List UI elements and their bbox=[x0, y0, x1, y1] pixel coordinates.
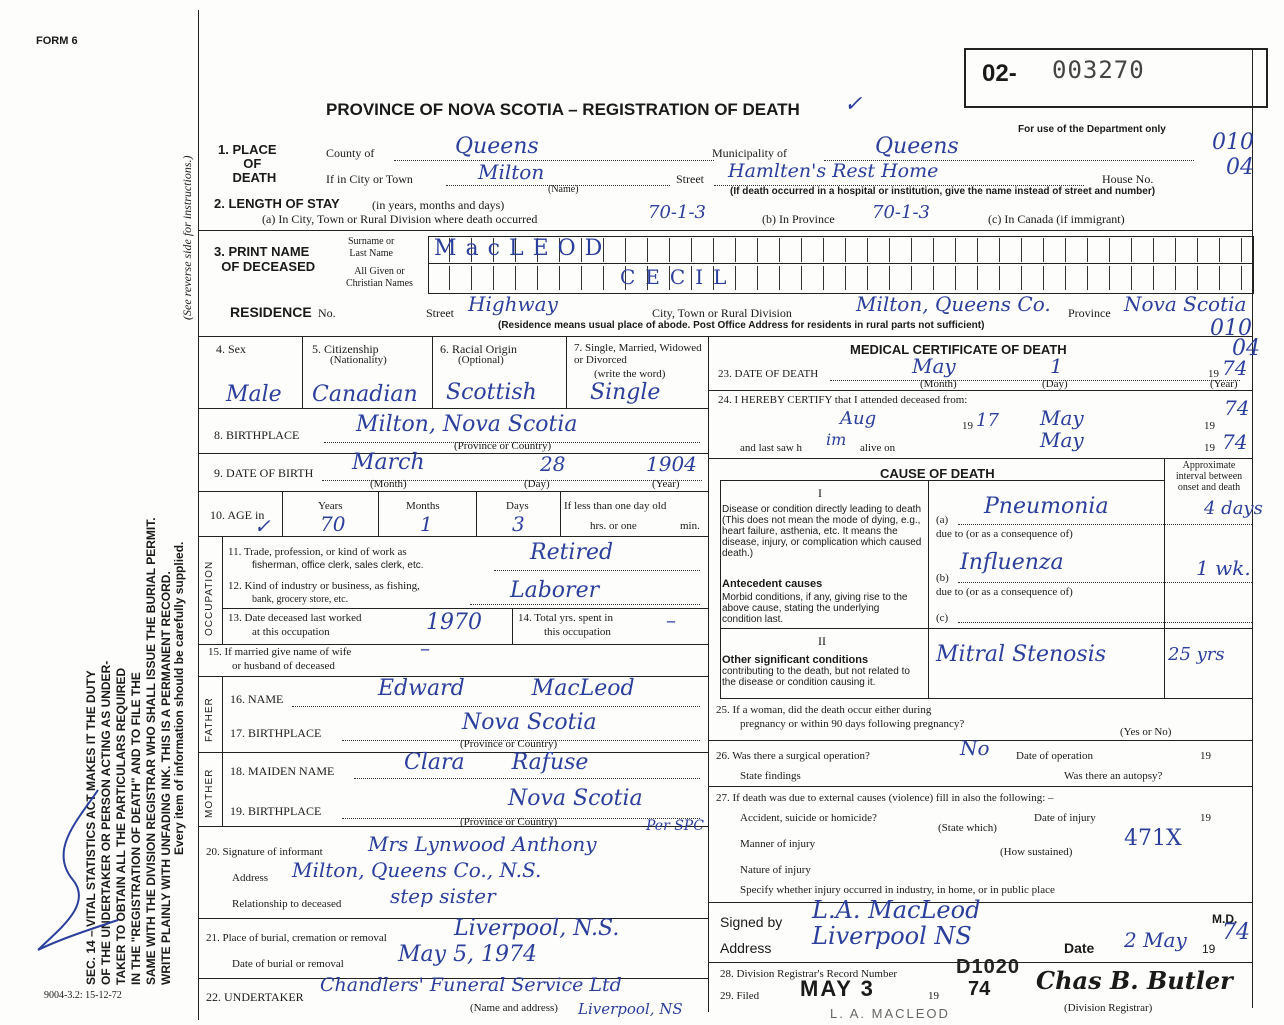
age-check: ✓ bbox=[254, 514, 271, 538]
residence-city-label: City, Town or Rural Division bbox=[652, 306, 792, 320]
occ-13-sub: at this occupation bbox=[252, 626, 330, 638]
marital-sub: (write the word) bbox=[594, 368, 666, 380]
stay-city-label: (a) In City, Town or Rural Division where death occurred bbox=[262, 212, 538, 226]
title-checkmark: ✓ bbox=[844, 92, 863, 117]
signed-by-value: L.A. MacLeod bbox=[812, 896, 981, 924]
less-than-day-label: If less than one day old bbox=[564, 500, 667, 512]
cause-a-value: Pneumonia bbox=[984, 494, 1109, 519]
q26-autopsy: Was there an autopsy? bbox=[1064, 770, 1163, 782]
last-19: 19 bbox=[1204, 442, 1215, 454]
other-conditions-interval: 25 yrs bbox=[1168, 644, 1225, 665]
code-1: 010 bbox=[1212, 130, 1254, 155]
due-to-2: due to (or as a consequence of) bbox=[936, 586, 1073, 598]
q27-specify: Specify whether injury occurred in industry, in home, or in public place bbox=[740, 884, 1055, 896]
informant-sig-label: 20. Signature of informant bbox=[206, 846, 323, 858]
municipality-label: Municipality of bbox=[712, 146, 787, 160]
undertaker-sub: (Name and address) bbox=[470, 1002, 558, 1014]
citizenship-sub: (Nationality) bbox=[330, 354, 387, 366]
signed-by-label: Signed by bbox=[720, 914, 783, 930]
q27-how: (How sustained) bbox=[1000, 846, 1073, 858]
certify-label: 24. I HEREBY CERTIFY that I attended deceased from: bbox=[718, 394, 968, 406]
last-saw-pronoun: im bbox=[826, 430, 847, 449]
handwritten-mark bbox=[18, 780, 138, 960]
residence-street-label: Street bbox=[426, 306, 454, 320]
attended-to-year: 74 bbox=[1224, 396, 1250, 420]
dob-day-caption: (Day) bbox=[524, 478, 550, 490]
occ-11-label: 11. Trade, profession, or kind of work as bbox=[228, 546, 407, 558]
right-border bbox=[1252, 48, 1253, 1008]
other-conditions-note: contributing to the death, but not related to the disease or condition causing it. bbox=[722, 666, 910, 688]
disease-note: Disease or condition directly leading to death (This does not mean the mode of dying, e.g., heart failure, asthenia, etc. It means the disease, injury, or complication which caused death.) bbox=[722, 504, 922, 559]
q27-nature: Nature of injury bbox=[740, 864, 811, 876]
informant-sig-value: Mrs Lynwood Anthony bbox=[368, 832, 597, 856]
cause-b-label: (b) bbox=[936, 572, 949, 584]
q27-state: (State which) bbox=[938, 822, 997, 834]
cause-a-interval: 4 days bbox=[1204, 498, 1263, 519]
q27-accident: Accident, suicide or homicide? bbox=[740, 812, 877, 824]
stay-province-label: (b) In Province bbox=[762, 212, 835, 226]
birthplace-value: Milton, Nova Scotia bbox=[356, 412, 578, 437]
dod-day: 1 bbox=[1050, 354, 1063, 378]
occ-12-sub: bank, grocery store, etc. bbox=[252, 594, 349, 605]
undertaker-value: Chandlers' Funeral Service Ltd bbox=[320, 974, 622, 996]
age-years-value: 70 bbox=[320, 512, 346, 536]
undertaker-addr: Liverpool, NS bbox=[578, 1000, 683, 1018]
father-bp-sub: (Province or Country) bbox=[460, 738, 558, 750]
cause-a-label: (a) bbox=[936, 514, 949, 526]
other-conditions-value: Mitral Stenosis bbox=[936, 642, 1107, 667]
dod-19: 19 bbox=[1208, 368, 1219, 380]
filed-date: MAY 3 bbox=[800, 976, 875, 1001]
signed-date-value: 2 May bbox=[1124, 928, 1187, 952]
surname-value: MacLEOD bbox=[434, 236, 612, 261]
mother-maiden-value: Clara Rafuse bbox=[404, 750, 589, 775]
stay-canada-label: (c) In Canada (if immigrant) bbox=[988, 212, 1125, 226]
given-names-value: CECIL bbox=[620, 265, 737, 289]
cause-title: CAUSE OF DEATH bbox=[880, 466, 995, 481]
form-code: 9004-3.2: 15-12-72 bbox=[44, 990, 122, 1001]
side-supply-note: Every item of information should be carefully supplied. bbox=[172, 541, 186, 855]
undertaker-label: 22. UNDERTAKER bbox=[206, 990, 304, 1004]
residence-province-label: Province bbox=[1068, 306, 1111, 320]
q26-findings: State findings bbox=[740, 770, 801, 782]
signed-address-value: Liverpool NS bbox=[812, 922, 972, 950]
dod-month-caption: (Month) bbox=[920, 378, 957, 390]
street-label: Street bbox=[676, 172, 704, 186]
burial-date-value: May 5, 1974 bbox=[398, 942, 538, 967]
age-label: 10. AGE in bbox=[210, 508, 265, 522]
attended-to-month: May bbox=[1040, 406, 1084, 430]
mother-bp-label: 19. BIRTHPLACE bbox=[230, 804, 322, 818]
informant-addr-value: Milton, Queens Co., N.S. bbox=[292, 858, 542, 882]
registrar-sub: (Division Registrar) bbox=[1064, 1002, 1153, 1014]
registrar-signature: Chas B. Butler bbox=[1036, 966, 1233, 995]
alive-on-label: alive on bbox=[860, 442, 896, 454]
burial-date-label: Date of burial or removal bbox=[232, 958, 344, 970]
age-days-label: Days bbox=[506, 500, 529, 512]
bottom-print: L. A. MACLEOD bbox=[830, 1006, 950, 1021]
antecedent-label: Antecedent causes bbox=[722, 578, 823, 590]
county-value: Queens bbox=[455, 134, 539, 159]
age-years-label: Years bbox=[318, 500, 343, 512]
min-label: min. bbox=[680, 520, 700, 532]
dob-label: 9. DATE OF BIRTH bbox=[214, 466, 314, 480]
informant-sig-extra: Per SPC bbox=[646, 818, 704, 834]
q26-value: No bbox=[960, 736, 990, 760]
dob-month: March bbox=[352, 450, 425, 475]
mother-bp-value: Nova Scotia bbox=[508, 786, 643, 811]
signed-date-label: Date bbox=[1064, 940, 1095, 956]
occ-14-sub: this occupation bbox=[544, 626, 611, 638]
side-instructions: SEC. 14 – VITAL STATISTICS ACT MAKES IT THE DUTY OF THE UNDERTAKER OR PERSON ACTING AS UNDER- TAKER TO OBTAIN ALL THE PARTICULARS REQUIRED IN THE "REGISTRATION OF DEATH" AND TO FILE THE SAME WITH THE DIVISION REGISTRAR WHO SHALL ISSUE THE BURIAL PERMIT. WRITE PLAINLY WITH UNFADING INK. THIS IS A PERMANENT RECORD. bbox=[84, 517, 173, 985]
occupation-side-label: OCCUPATION bbox=[204, 560, 215, 636]
side-reverse-note: (See reverse side for instructions.) bbox=[180, 155, 194, 320]
last-saw-month: May bbox=[1040, 428, 1084, 452]
occ-12-value: Laborer bbox=[510, 578, 600, 603]
form-label: FORM 6 bbox=[36, 35, 78, 47]
father-name-value: Edward MacLeod bbox=[378, 676, 635, 701]
registrar-record-number: D1020 bbox=[956, 956, 1020, 978]
last-saw-label: and last saw h bbox=[740, 442, 803, 454]
due-to-1: due to (or as a consequence of) bbox=[936, 528, 1073, 540]
residence-city-value: Milton, Queens Co. bbox=[856, 292, 1051, 316]
burial-place-value: Liverpool, N.S. bbox=[454, 916, 620, 941]
residence-note: (Residence means usual place of abode. Post Office Address for residents in rural parts not sufficient) bbox=[498, 320, 985, 331]
county-label: County of bbox=[326, 146, 375, 160]
age-days-value: 3 bbox=[512, 512, 525, 536]
cause-II: II bbox=[818, 634, 826, 648]
father-side-label: FATHER bbox=[204, 697, 215, 742]
racial-origin-label: 6. Racial Origin bbox=[440, 342, 517, 356]
stay-province-value: 70-1-3 bbox=[872, 202, 930, 223]
dod-year: 74 bbox=[1222, 356, 1248, 380]
attended-from-month: Aug bbox=[840, 408, 877, 429]
cause-b-interval: 1 wk. bbox=[1196, 556, 1251, 580]
q26-label: 26. Was there a surgical operation? bbox=[716, 750, 870, 762]
dob-month-caption: (Month) bbox=[370, 478, 407, 490]
occ-14-value: – bbox=[666, 608, 676, 632]
cause-b-value: Influenza bbox=[960, 550, 1064, 575]
age-months-value: 1 bbox=[420, 512, 433, 536]
racial-origin-value: Scottish bbox=[446, 380, 537, 405]
city-label: If in City or Town bbox=[326, 172, 413, 186]
print-name-label: 3. PRINT NAME OF DECEASED bbox=[214, 244, 316, 274]
age-months-label: Months bbox=[406, 500, 440, 512]
q26-19: 19 bbox=[1200, 750, 1211, 762]
dod-year-caption: (Year) bbox=[1210, 378, 1238, 390]
citizenship-label: 5. Citizenship bbox=[312, 342, 379, 356]
marital-label: 7. Single, Married, Widowed or Divorced bbox=[574, 342, 702, 366]
q25-label-2: pregnancy or within 90 days following pregnancy? bbox=[740, 718, 965, 730]
stay-sub: (in years, months and days) bbox=[372, 198, 505, 212]
occ-11-value: Retired bbox=[530, 540, 614, 565]
attended-from-year: 17 bbox=[976, 410, 999, 431]
column-divider bbox=[708, 336, 709, 1012]
birthplace-label: 8. BIRTHPLACE bbox=[214, 428, 300, 442]
from-19: 19 bbox=[962, 420, 973, 432]
dob-day: 28 bbox=[540, 452, 566, 476]
q26-date-label: Date of operation bbox=[1016, 750, 1093, 762]
place-of-death-label: 1. PLACE OF DEATH bbox=[218, 142, 277, 185]
house-no-label: House No. bbox=[1102, 172, 1154, 186]
q27-code: 471X bbox=[1124, 826, 1182, 851]
dob-year: 1904 bbox=[646, 452, 697, 476]
given-cells bbox=[428, 266, 1252, 290]
sex-label: 4. Sex bbox=[216, 342, 246, 356]
birthplace-sub: (Province or Country) bbox=[454, 440, 552, 452]
place-note: (If death occurred in a hospital or institution, give the name instead of street and number) bbox=[730, 186, 1156, 197]
dod-day-caption: (Day) bbox=[1042, 378, 1068, 390]
wife-label: 15. If married give name of wife bbox=[208, 646, 352, 658]
residence-no-label: No. bbox=[318, 306, 336, 320]
filed-year: 74 bbox=[968, 978, 991, 1000]
stay-city-value: 70-1-3 bbox=[648, 202, 706, 223]
informant-rel-value: step sister bbox=[390, 884, 496, 908]
cause-c-label: (c) bbox=[936, 612, 949, 624]
reg-prefix: 02- bbox=[982, 60, 1017, 87]
signed-address-label: Address bbox=[720, 940, 772, 956]
dob-year-caption: (Year) bbox=[652, 478, 680, 490]
residence-province-value: Nova Scotia bbox=[1124, 292, 1247, 316]
residence-street-value: Highway bbox=[468, 292, 558, 316]
registrar-record-label: 28. Division Registrar's Record Number bbox=[720, 968, 898, 980]
dod-label: 23. DATE OF DEATH bbox=[718, 368, 819, 380]
city-value: Milton bbox=[478, 160, 545, 184]
mother-side-label: MOTHER bbox=[204, 768, 215, 818]
dod-month: May bbox=[912, 354, 956, 378]
occ-13-label: 13. Date deceased last worked bbox=[228, 612, 362, 624]
occ-14-label: 14. Total yrs. spent in bbox=[518, 612, 613, 624]
q27-19: 19 bbox=[1200, 812, 1211, 824]
department-use-note: For use of the Department only bbox=[1018, 124, 1166, 135]
given-names-label: All Given or Christian Names bbox=[346, 266, 413, 289]
sex-value: Male bbox=[226, 382, 282, 407]
cause-I: I bbox=[818, 486, 822, 500]
antecedent-note: Morbid conditions, if any, giving rise to the above cause, stating the underlying condition last. bbox=[722, 592, 908, 625]
left-margin-line bbox=[198, 10, 199, 1020]
code-4: 04 bbox=[1232, 336, 1260, 361]
to-19: 19 bbox=[1204, 420, 1215, 432]
q27-label: 27. If death was due to external causes (violence) fill in also the following: – bbox=[716, 792, 1054, 804]
filed-label: 29. Filed bbox=[720, 990, 760, 1002]
residence-label: RESIDENCE bbox=[230, 304, 312, 320]
street-value: Hamlten's Rest Home bbox=[728, 160, 939, 182]
length-of-stay-label: 2. LENGTH OF STAY bbox=[214, 196, 340, 211]
occ-13-value: 1970 bbox=[426, 610, 482, 635]
signed-year: 74 bbox=[1222, 920, 1250, 945]
interval-header: Approximate interval between onset and death bbox=[1175, 460, 1243, 493]
reg-number: 003270 bbox=[1052, 56, 1145, 84]
father-bp-value: Nova Scotia bbox=[462, 710, 597, 735]
q25-yes-no: (Yes or No) bbox=[1120, 726, 1172, 738]
form-title: PROVINCE OF NOVA SCOTIA – REGISTRATION OF DEATH bbox=[326, 100, 800, 119]
mother-bp-sub: (Province or Country) bbox=[460, 816, 558, 828]
q25-label: 25. If a woman, did the death occur either during bbox=[716, 704, 932, 716]
md-label: M.D. bbox=[1212, 912, 1238, 926]
burial-place-label: 21. Place of burial, cremation or removal bbox=[206, 932, 387, 944]
other-conditions-label: Other significant conditions bbox=[722, 654, 869, 666]
signed-19: 19 bbox=[1202, 942, 1216, 956]
marital-value: Single bbox=[590, 380, 661, 405]
q27-date: Date of injury bbox=[1034, 812, 1096, 824]
informant-rel-label: Relationship to deceased bbox=[232, 898, 342, 910]
mother-maiden-label: 18. MAIDEN NAME bbox=[230, 764, 335, 778]
wife-sub: or husband of deceased bbox=[232, 660, 335, 672]
medical-cert-title: MEDICAL CERTIFICATE OF DEATH bbox=[850, 342, 1067, 357]
informant-addr-label: Address bbox=[232, 872, 269, 884]
hrs-label: hrs. or one bbox=[590, 520, 637, 532]
municipality-value: Queens bbox=[875, 134, 959, 159]
wife-value: – bbox=[420, 636, 430, 660]
q27-manner: Manner of injury bbox=[740, 838, 816, 850]
citizenship-value: Canadian bbox=[312, 382, 418, 407]
father-name-label: 16. NAME bbox=[230, 692, 284, 706]
surname-label: Surname or Last Name bbox=[348, 236, 395, 259]
code-2: 04 bbox=[1226, 155, 1254, 180]
code-3: 010 bbox=[1210, 316, 1252, 341]
occ-11-sub: fisherman, office clerk, sales clerk, etc. bbox=[252, 560, 424, 571]
father-bp-label: 17. BIRTHPLACE bbox=[230, 726, 322, 740]
last-saw-year: 74 bbox=[1222, 430, 1248, 454]
racial-origin-sub: (Optional) bbox=[458, 354, 504, 366]
city-name-caption: (Name) bbox=[548, 184, 579, 195]
filed-19: 19 bbox=[928, 990, 939, 1002]
occ-12-label: 12. Kind of industry or business, as fishing, bbox=[228, 580, 420, 592]
